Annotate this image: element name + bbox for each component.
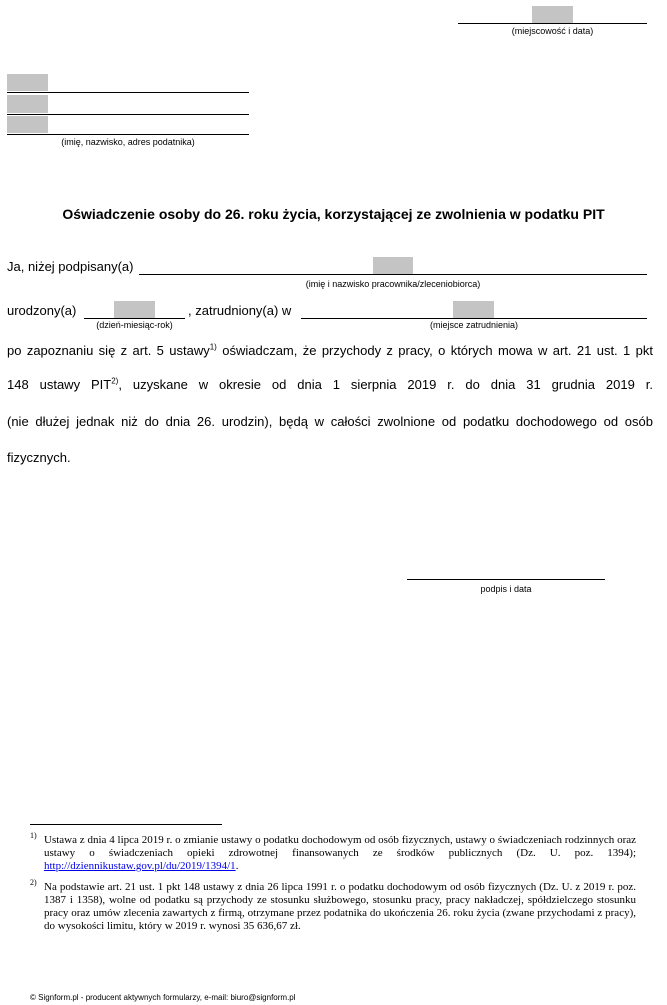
footnote-1-mark: 1)	[30, 831, 37, 840]
workplace-field[interactable]	[453, 301, 494, 318]
employee-name-field[interactable]	[373, 257, 413, 274]
place-date-caption: (miejscowość i data)	[511, 26, 594, 36]
place-date-line	[458, 23, 647, 24]
birth-date-line	[84, 318, 185, 319]
footnote-1: Ustawa z dnia 4 lipca 2019 r. o zmianie ustawy o podatku dochodowym od osób fizycznych, ustawy o świadczeniach rodzinnych oraz ustawy o świadczeniach opieki zdrowotnej finansowanych ze środków publicznych (Dz. U. poz. 1394); http://dziennikustaw.gov.pl/du/2019/1394/1.	[44, 834, 636, 872]
employed-label: , zatrudniony(a) w	[188, 303, 292, 318]
born-label: urodzony(a)	[7, 303, 77, 318]
footnote-separator	[30, 824, 222, 825]
signature-line	[407, 579, 605, 580]
taxpayer-address-field-1[interactable]	[7, 95, 48, 113]
statement-line-4: fizycznych.	[7, 450, 71, 465]
birth-date-field[interactable]	[114, 301, 155, 318]
footnote-2-mark: 2)	[30, 878, 37, 887]
signature-caption: podpis i data	[480, 584, 532, 594]
document-title: Oświadczenie osoby do 26. roku życia, korzystającej ze zwolnienia w podatku PIT	[62, 206, 605, 222]
footnote-1-link[interactable]: http://dziennikustaw.gov.pl/du/2019/1394/1	[44, 860, 236, 872]
taxpayer-line-3	[7, 134, 249, 135]
signatory-label: Ja, niżej podpisany(a)	[7, 259, 134, 274]
footnote-ref-2: 2)	[111, 376, 119, 386]
footnote-2: Na podstawie art. 21 ust. 1 pkt 148 ustawy z dnia 26 lipca 1991 r. o podatku dochodowym od osób fizycznych (Dz. U. z 2019 r. poz. 1387 i 1358), wolne od podatku są przychody ze stosunku służbowego, stosunku pracy, pracy nakładczej, spółdzielczego stosunku pracy oraz umów zlecenia zawartych z firmą, otrzymane przez podatnika do ukończenia 26. roku życia (zwane przychodami z pracy), do wysokości limitu, który w 2019 r. wynosi 35 636,67 zł.	[44, 881, 636, 932]
page-footer: © Signform.pl - producent aktywnych formularzy, e-mail: biuro@signform.pl	[30, 993, 296, 1002]
workplace-caption: (miejsce zatrudnienia)	[429, 320, 519, 330]
statement-line-1: po zapoznaniu się z art. 5 ustawy$^{1)}$ oświadczam, że przychody z pracy, o których mowa w art. 21 ust. 1 pkt	[7, 342, 653, 358]
statement-line-3: (nie dłużej jednak niż do dnia 26. urodzin), będą w całości zwolnione od podatku dochodowego od osób	[7, 414, 653, 429]
taxpayer-address-field-2[interactable]	[7, 116, 48, 133]
footnote-ref-1: 1)	[209, 342, 217, 352]
taxpayer-line-2	[7, 114, 249, 115]
taxpayer-line-1	[7, 92, 249, 93]
workplace-line	[301, 318, 647, 319]
employee-name-caption: (imię i nazwisko pracownika/zleceniobiorca)	[305, 279, 481, 289]
taxpayer-caption: (imię, nazwisko, adres podatnika)	[61, 137, 195, 147]
employee-name-line	[139, 274, 647, 275]
taxpayer-name-field[interactable]	[7, 74, 48, 91]
birth-date-caption: (dzień-miesiąc-rok)	[96, 320, 173, 330]
statement-line-2: 148 ustawy PIT$^{2)}$, uzyskane w okresie od dnia 1 sierpnia 2019 r. do dnia 31 grudnia 2019 r.	[7, 376, 653, 392]
place-date-field[interactable]	[532, 6, 573, 23]
